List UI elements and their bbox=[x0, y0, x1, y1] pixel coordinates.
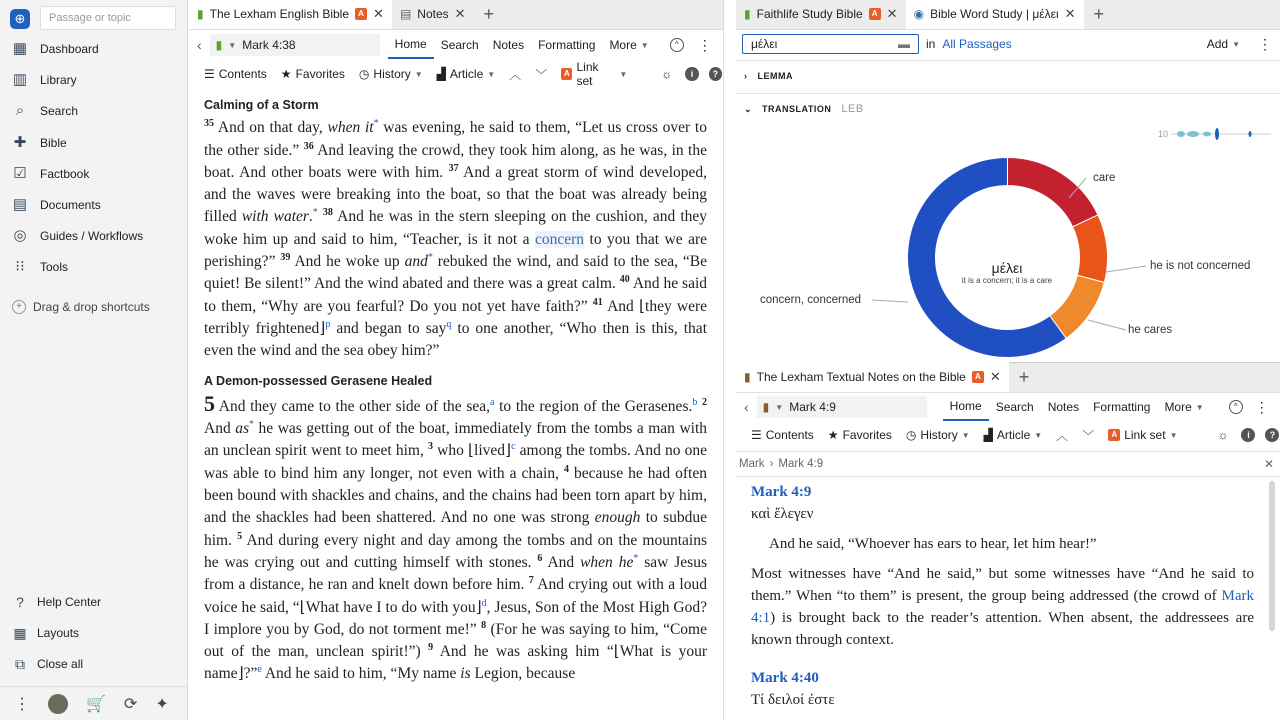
add-button[interactable]: Add ▼ bbox=[1206, 37, 1240, 51]
star-icon: ★ bbox=[280, 67, 292, 81]
article-icon: ▟ bbox=[983, 428, 993, 442]
chevron-down-icon: ▼ bbox=[1169, 430, 1178, 440]
breadcrumb bbox=[736, 451, 1280, 477]
nav-help-center[interactable]: ? Help Center bbox=[0, 590, 188, 614]
bible-book-icon: ▮ bbox=[215, 38, 223, 52]
previous-arrow-icon[interactable]: ︿ bbox=[1056, 428, 1069, 443]
nav-bible[interactable]: ✚ Bible bbox=[0, 130, 188, 156]
bible-nav-toolbar bbox=[189, 31, 724, 59]
sync-icon[interactable]: ⟳ bbox=[123, 695, 138, 713]
sync-panel-icon[interactable]: ^ bbox=[670, 38, 684, 52]
plus-circle-icon: + bbox=[12, 300, 26, 314]
contents-button[interactable]: ☰ Contents bbox=[204, 67, 267, 81]
close-icon[interactable]: ✕ bbox=[1263, 457, 1274, 471]
documents-icon: ▤ bbox=[12, 196, 28, 213]
legend-care: care bbox=[1093, 172, 1116, 184]
chevron-down-icon: ▼ bbox=[775, 402, 784, 412]
info-icon[interactable]: i bbox=[1241, 428, 1255, 442]
tab-lexham-textual-notes[interactable]: ▮ The Lexham Textual Notes on the Bible A ✕ bbox=[736, 362, 1009, 392]
library-icon: ▥ bbox=[12, 71, 28, 88]
nav-tools[interactable]: ⁝⁝ Tools bbox=[0, 254, 188, 280]
menu-search[interactable]: Search bbox=[440, 38, 479, 52]
book-icon: ▮ bbox=[744, 370, 751, 384]
bible-book-icon: ▮ bbox=[197, 7, 204, 21]
chevron-down-icon: ▼ bbox=[1232, 39, 1240, 49]
link-set-icon: A bbox=[561, 68, 572, 80]
note-reference[interactable]: Mark 4:40 bbox=[751, 670, 819, 686]
logos-logo-icon[interactable]: ⊕ bbox=[10, 9, 30, 29]
reference-box[interactable]: ▮ ▼ Mark 4:38 bbox=[210, 34, 380, 56]
donut-center-label: μέλει it is a concern; it is a care bbox=[961, 260, 1053, 285]
notes-text bbox=[751, 481, 1254, 711]
history-icon: ◷ bbox=[358, 67, 370, 81]
breadcrumb-item[interactable]: Mark bbox=[739, 458, 765, 470]
textual-notes-panel bbox=[736, 362, 1280, 720]
resource-badge-icon: A bbox=[972, 371, 984, 383]
more-options-icon[interactable]: ⋮ bbox=[1258, 35, 1272, 52]
contents-icon: ☰ bbox=[751, 428, 762, 442]
add-tab-icon[interactable]: + bbox=[1018, 367, 1030, 387]
info-icon[interactable]: i bbox=[685, 67, 698, 81]
article-button[interactable]: ▟ Article ▼ bbox=[983, 428, 1043, 442]
panel-splitter[interactable] bbox=[724, 0, 736, 720]
lightbulb-icon[interactable]: ☼ bbox=[661, 67, 673, 81]
breadcrumb-separator-icon: › bbox=[769, 458, 774, 470]
reference-box[interactable]: ▮ ▼ Mark 4:9 bbox=[757, 396, 927, 418]
article-icon: ▟ bbox=[436, 67, 446, 81]
back-arrow-icon[interactable]: ‹ bbox=[744, 399, 749, 415]
wordstudy-tabbar bbox=[736, 0, 1280, 30]
tab-bible-word-study[interactable]: ◉ Bible Word Study | μέλει ✕ bbox=[906, 0, 1084, 29]
nav-layouts[interactable]: ▦ Layouts bbox=[0, 621, 188, 645]
legend-concern-concerned: concern, concerned bbox=[760, 294, 862, 306]
next-arrow-icon[interactable]: ﹀ bbox=[1082, 428, 1095, 443]
back-arrow-icon[interactable]: ‹ bbox=[197, 37, 202, 53]
tools-grid-icon: ⁝⁝ bbox=[15, 258, 25, 275]
help-icon: ? bbox=[16, 594, 24, 610]
help-icon[interactable]: ? bbox=[1265, 428, 1279, 442]
section-heading: A Demon-possessed Gerasene Healed bbox=[204, 373, 433, 388]
menu-formatting[interactable]: Formatting bbox=[1093, 400, 1151, 414]
bible-paragraph: $^{35}$ And on that day, when it* was evening, he said to them, “Let us cross over to the other side.” $^{36}$ And leaving the crowd, they took him along, as he was, in the boat. And other boats were with him. $^{37}$ And a great storm of wind developed, and the waves were breaking into the boat, so that the boat was already being filled with water.* $^{38}$ And he was in the stern sleeping on the cushion, and they woke him up and said to him, “Teacher, is it not a concern to you that we are perishing?” $^{39}$ And he woke up and* rebuked the wind, and said to the sea, “Be quiet! Be silent!” And the wind abated and there was a great calm. $^{40}$ And he said to them, “Why are you fearful? Do you not yet have faith?” $^{41}$ And ⌊they were terribly frightened⌋$^p$ and began to say$^q$ to one another, “Who then is this, that even the wind and the sea obey him?” bbox=[204, 118, 708, 360]
bible-secondary-toolbar bbox=[197, 62, 722, 86]
add-tab-icon[interactable]: + bbox=[1093, 4, 1105, 24]
nav-factbook[interactable]: ☑ Factbook bbox=[0, 161, 188, 187]
sparkline-graph bbox=[1171, 127, 1271, 141]
cart-icon[interactable]: 🛒 bbox=[86, 695, 106, 713]
bible-text bbox=[204, 94, 707, 686]
nav-search[interactable]: ⌕ Search bbox=[0, 98, 188, 124]
chevron-down-icon: ▼ bbox=[619, 69, 628, 79]
word-study-icon: ◉ bbox=[913, 7, 925, 21]
menu-formatting[interactable]: Formatting bbox=[538, 38, 596, 52]
drag-drop-shortcuts[interactable]: + Drag & drop shortcuts bbox=[12, 300, 150, 314]
chevron-down-icon: ▼ bbox=[228, 40, 237, 50]
tab-faithlife-study-bible[interactable]: ▮ Faithlife Study Bible A ✕ bbox=[744, 6, 898, 21]
bible-tabbar bbox=[189, 0, 723, 30]
article-button[interactable]: ▟ Article ▼ bbox=[436, 67, 496, 81]
contents-button[interactable]: ☰ Contents bbox=[751, 428, 814, 442]
note-paragraph: Most witnesses have “And he said,” but some witnesses have “And he said to them.” When “to them” is present, the group being addressed (the crowd of Mark 4:1) is brought back to the reader’s attention. When absent, the addressees are known through context. bbox=[751, 566, 1254, 648]
note-quote: And he said, “Whoever has ears to hear, let him hear!” bbox=[769, 536, 1097, 552]
contents-icon: ☰ bbox=[204, 67, 215, 81]
menu-more[interactable]: More ▼ bbox=[609, 38, 649, 52]
menu-notes[interactable]: Notes bbox=[1047, 400, 1080, 414]
layouts-icon: ▦ bbox=[13, 625, 27, 641]
chevron-down-icon: ▼ bbox=[1195, 402, 1204, 412]
menu-home[interactable]: Home bbox=[943, 393, 989, 421]
link-set-button[interactable]: A Link set ▼ bbox=[554, 60, 634, 88]
left-navigation bbox=[0, 0, 188, 720]
history-icon: ◷ bbox=[905, 428, 917, 442]
chevron-down-icon: ▼ bbox=[640, 40, 649, 50]
lightbulb-icon[interactable]: ☼ bbox=[1217, 428, 1229, 442]
previous-arrow-icon[interactable]: ︿ bbox=[509, 67, 522, 82]
help-icon[interactable]: ? bbox=[709, 67, 722, 81]
resource-badge-icon: A bbox=[869, 8, 881, 20]
search-icon: ⌕ bbox=[15, 102, 25, 119]
passage-search-input[interactable]: Passage or topic bbox=[40, 6, 176, 30]
menu-search[interactable]: Search bbox=[995, 400, 1034, 414]
nav-dashboard[interactable]: ▦ Dashboard bbox=[12, 40, 99, 57]
chevron-right-icon: › bbox=[744, 71, 748, 81]
favorites-button[interactable]: ★ Favorites bbox=[280, 67, 345, 81]
scrollbar[interactable] bbox=[1269, 481, 1275, 631]
tab-lexham-english-bible[interactable]: ▮ The Lexham English Bible A ✕ bbox=[189, 0, 392, 29]
more-options-icon[interactable]: ⋮ bbox=[697, 36, 712, 53]
notes-tabbar bbox=[736, 363, 1280, 393]
notes-nav-toolbar bbox=[736, 393, 1280, 421]
cross-reference-link[interactable]: Mark 4:1 bbox=[751, 588, 1254, 626]
scope-selector[interactable]: All Passages bbox=[942, 37, 1012, 51]
chevron-down-icon: ▼ bbox=[961, 430, 970, 440]
greek-lemma: καὶ ἔλεγεν bbox=[751, 506, 814, 522]
history-button[interactable]: ◷ History ▼ bbox=[358, 67, 423, 81]
next-arrow-icon[interactable]: ﹀ bbox=[535, 67, 548, 82]
dashboard-icon: ▦ bbox=[12, 40, 28, 57]
chevron-down-icon: ▼ bbox=[1034, 430, 1043, 440]
nav-library[interactable]: ▥ Library bbox=[12, 71, 77, 88]
link-set-icon: A bbox=[1108, 429, 1120, 441]
chevron-down-icon: ▼ bbox=[414, 69, 423, 79]
bible-paragraph: 5 And they came to the other side of the sea,$^a$ to the region of the Gerasenes.$^b$ $^2$ And as* he was getting out of the boat, immediately from the tombs a man with an unclean spirit went to meet him, $^3$ who ⌊lived⌋$^c$ among the tombs. And no one was able to bind him any longer, not even with a chain, $^4$ because he had often been bound with shackles and chains, and the chains had been torn apart by him, and the shackles had been shattered. And no one was strong enough to subdue him. $^5$ And during every night and day among the tombs and on the mountains he was crying out and cutting himself with stones. $^6$ And when he* saw Jesus from a distance, he ran and knelt down before him. $^7$ And crying out with a loud voice he said, “⌊What have I to do with you⌋$^d$, Jesus, Son of the Most High God? I implore you by God, do not torment me!” $^8$ (For he was saying to him, “Come out of the man, unclean spirit!”) $^9$ And he was asking him “⌊What is your name⌋?”$^e$ And he said to him, “My name is Legion, because bbox=[204, 390, 708, 683]
note-reference[interactable]: Mark 4:9 bbox=[751, 484, 812, 500]
star-icon: ★ bbox=[827, 428, 839, 442]
notes-secondary-toolbar bbox=[744, 423, 1280, 447]
wordstudy-query-bar: μέλει ▬ in All Passages Add ▼ ⋮ bbox=[742, 34, 1280, 54]
bible-panel bbox=[189, 0, 724, 720]
close-icon[interactable]: ✕ bbox=[1064, 6, 1076, 21]
more-options-icon[interactable]: ⋮ bbox=[1254, 398, 1269, 415]
study-bible-icon: ▮ bbox=[744, 7, 751, 21]
menu-home[interactable]: Home bbox=[388, 31, 434, 59]
avatar[interactable] bbox=[48, 694, 68, 714]
favorites-button[interactable]: ★ Favorites bbox=[827, 428, 892, 442]
close-all-icon: ⧉ bbox=[15, 656, 25, 672]
keyboard-icon[interactable]: ▬ bbox=[898, 37, 910, 51]
nav-guides-workflows[interactable]: ◎ Guides / Workflows bbox=[0, 223, 188, 249]
sparkline[interactable]: 10 bbox=[1158, 127, 1271, 141]
section-heading: Calming of a Storm bbox=[204, 98, 319, 112]
bottom-toolbar bbox=[0, 686, 188, 720]
word-query-input[interactable]: μέλει ▬ bbox=[742, 34, 919, 54]
chevron-down-icon: ▼ bbox=[487, 69, 496, 79]
close-icon[interactable]: ✕ bbox=[454, 6, 466, 21]
sync-panel-icon[interactable]: ^ bbox=[1229, 400, 1243, 414]
factbook-icon: ☑ bbox=[13, 165, 27, 182]
menu-more[interactable]: More ▼ bbox=[1164, 400, 1204, 414]
book-icon: ▮ bbox=[762, 400, 770, 414]
translation-section-toggle[interactable]: ⌄ TRANSLATION LEB bbox=[744, 103, 864, 115]
close-icon[interactable]: ✕ bbox=[886, 6, 898, 21]
add-tab-icon[interactable]: + bbox=[483, 4, 495, 24]
more-vertical-icon[interactable]: ⋮ bbox=[14, 695, 30, 713]
nav-documents[interactable]: ▤ Documents bbox=[12, 196, 101, 213]
bible-icon: ✚ bbox=[13, 134, 27, 151]
greek-lemma: Τί δειλοί ἐστε bbox=[751, 692, 835, 708]
resource-badge-icon: A bbox=[355, 8, 367, 20]
chevron-down-icon: ⌄ bbox=[744, 103, 753, 114]
donut-leader-lines bbox=[736, 160, 1280, 360]
breadcrumb-item[interactable]: Mark 4:9 bbox=[778, 458, 824, 470]
menu-notes[interactable]: Notes bbox=[492, 38, 525, 52]
nav-close-all[interactable]: ⧉ Close all bbox=[0, 652, 188, 676]
legend-he-cares: he cares bbox=[1128, 324, 1173, 336]
assistant-icon[interactable]: ✦ bbox=[155, 695, 169, 713]
guides-icon: ◎ bbox=[13, 227, 27, 244]
tab-notes[interactable]: ▤ Notes ✕ bbox=[399, 6, 466, 21]
link-set-button[interactable]: A Link set ▼ bbox=[1101, 428, 1184, 442]
history-button[interactable]: ◷ History ▼ bbox=[905, 428, 970, 442]
notes-icon: ▤ bbox=[399, 7, 412, 21]
lemma-section-toggle[interactable]: › LEMMA bbox=[744, 71, 793, 81]
close-icon[interactable]: ✕ bbox=[989, 369, 1001, 384]
close-icon[interactable]: ✕ bbox=[373, 6, 384, 21]
legend-he-is-not-concerned: he is not concerned bbox=[1150, 260, 1251, 272]
